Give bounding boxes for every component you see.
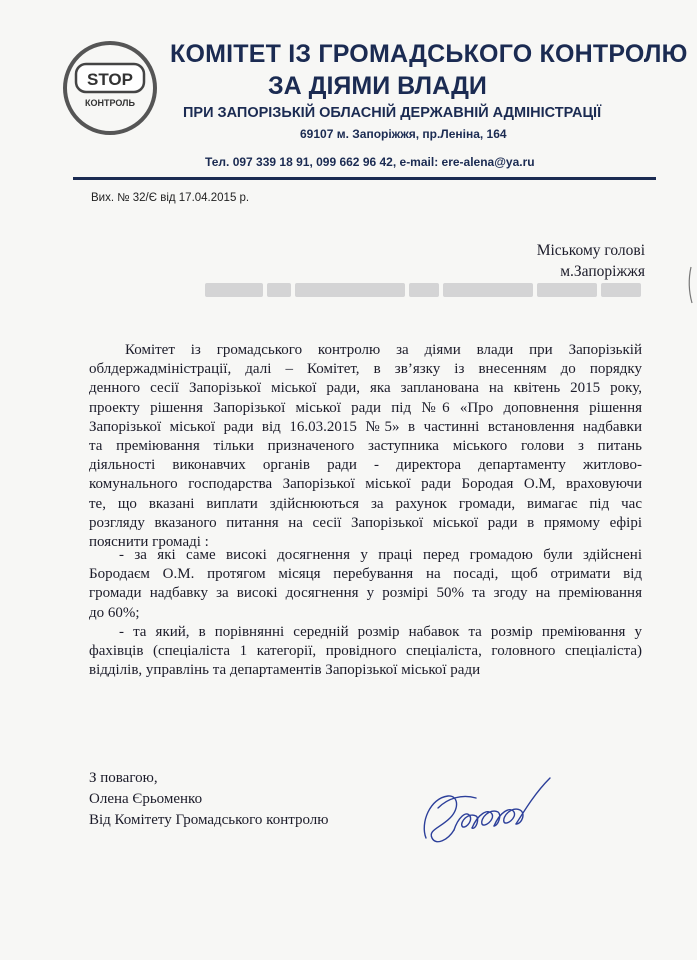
text-line: відділів, управлінь та департаментів Запорізької міської ради [89,662,481,679]
org-contacts: Тел. 097 339 18 91, 099 662 96 42, e-mail: ere-alena@ya.ru [205,155,535,169]
org-title-line2: ЗА ДІЯМИ ВЛАДИ [268,72,487,100]
text-line: фахівців (спеціаліста 1 категорії, провідного спеціаліста, головного спеціаліста) [89,643,642,660]
org-title-line1: КОМІТЕТ ІЗ ГРОМАДСЬКОГО КОНТРОЛЮ [170,40,688,68]
addressee-line1: Міському голові [536,242,645,259]
addressee-block [537,240,645,282]
closing-block [89,768,328,831]
text-line: комунального господарства Запорізької міської ради Бородая О.М, враховуючи [89,476,642,493]
letterhead-divider [73,177,656,180]
addressee-line2: м.Запоріжжя [560,263,645,280]
text-line: - та який, в порівнянні середній розмір набавок та розмір преміювання у [119,624,642,640]
signer-name: Олена Єрьоменко [89,791,203,807]
signer-organization: Від Комітету Громадського контролю [89,812,329,828]
text-line: проекту рішення Запорізької міської ради під №6 «Про доповнення рішення [89,399,642,416]
text-line: те, що вказані виплати здійснюються за рахунок громади, вимагає під час [89,495,642,512]
text-line: громади надбавку за високі досягнення у розмірі 50% та згоду на преміювання [89,585,642,602]
show-through-text [205,283,645,307]
text-line: - за які саме високі досягнення у праці перед громадою були здійснені [119,547,642,563]
text-line: розгляду вказаного питання на сесії Запорізької міської ради в прямому ефірі [89,514,642,531]
text-line: та преміювання тільки призначеного заступника міського голови з питань [89,438,642,455]
text-line: діяльності виконавчих органів ради - директора департаменту житлово- [89,457,642,474]
stop-control-logo [62,40,158,136]
body-paragraph [89,341,642,552]
logo-stop-text: STOP [87,70,133,89]
text-line: Комітет із громадського контролю за діями влади при Запорізькій [125,342,642,358]
text-line: до 60%; [89,604,140,621]
text-line: Запорізької міської ради від 16.03.2015 №5» в частинні встановлення надбавки [89,418,642,435]
logo-control-text: КОНТРОЛЬ [85,98,135,108]
demand-item-1 [89,546,642,623]
outgoing-reference: Вих. № 32/Є від 17.04.2015 р. [91,192,250,204]
org-title-line3: ПРИ ЗАПОРІЗЬКІЙ ОБЛАСНІЙ ДЕРЖАВНІЙ АДМІНІСТРАЦІЇ [183,105,602,121]
text-line: Бородаєм О.М. протягом місяця перебування на посаді, щоб отримати від [89,566,642,583]
scan-edge-mark [685,265,695,305]
text-line: денного сесії Запорізької міської ради, яка запланована на квітень 2015 року, [89,380,642,397]
org-address: 69107 м. Запоріжжя, пр.Леніна, 164 [300,127,507,141]
text-line: пояснити громаді : [89,534,209,551]
text-line: облдержадміністрації, далі – Комітет, в зв’язку із внесенням до порядку [89,361,642,378]
demand-item-2 [89,623,642,681]
handwritten-signature [418,768,558,858]
closing-regards: З повагою, [89,770,158,786]
